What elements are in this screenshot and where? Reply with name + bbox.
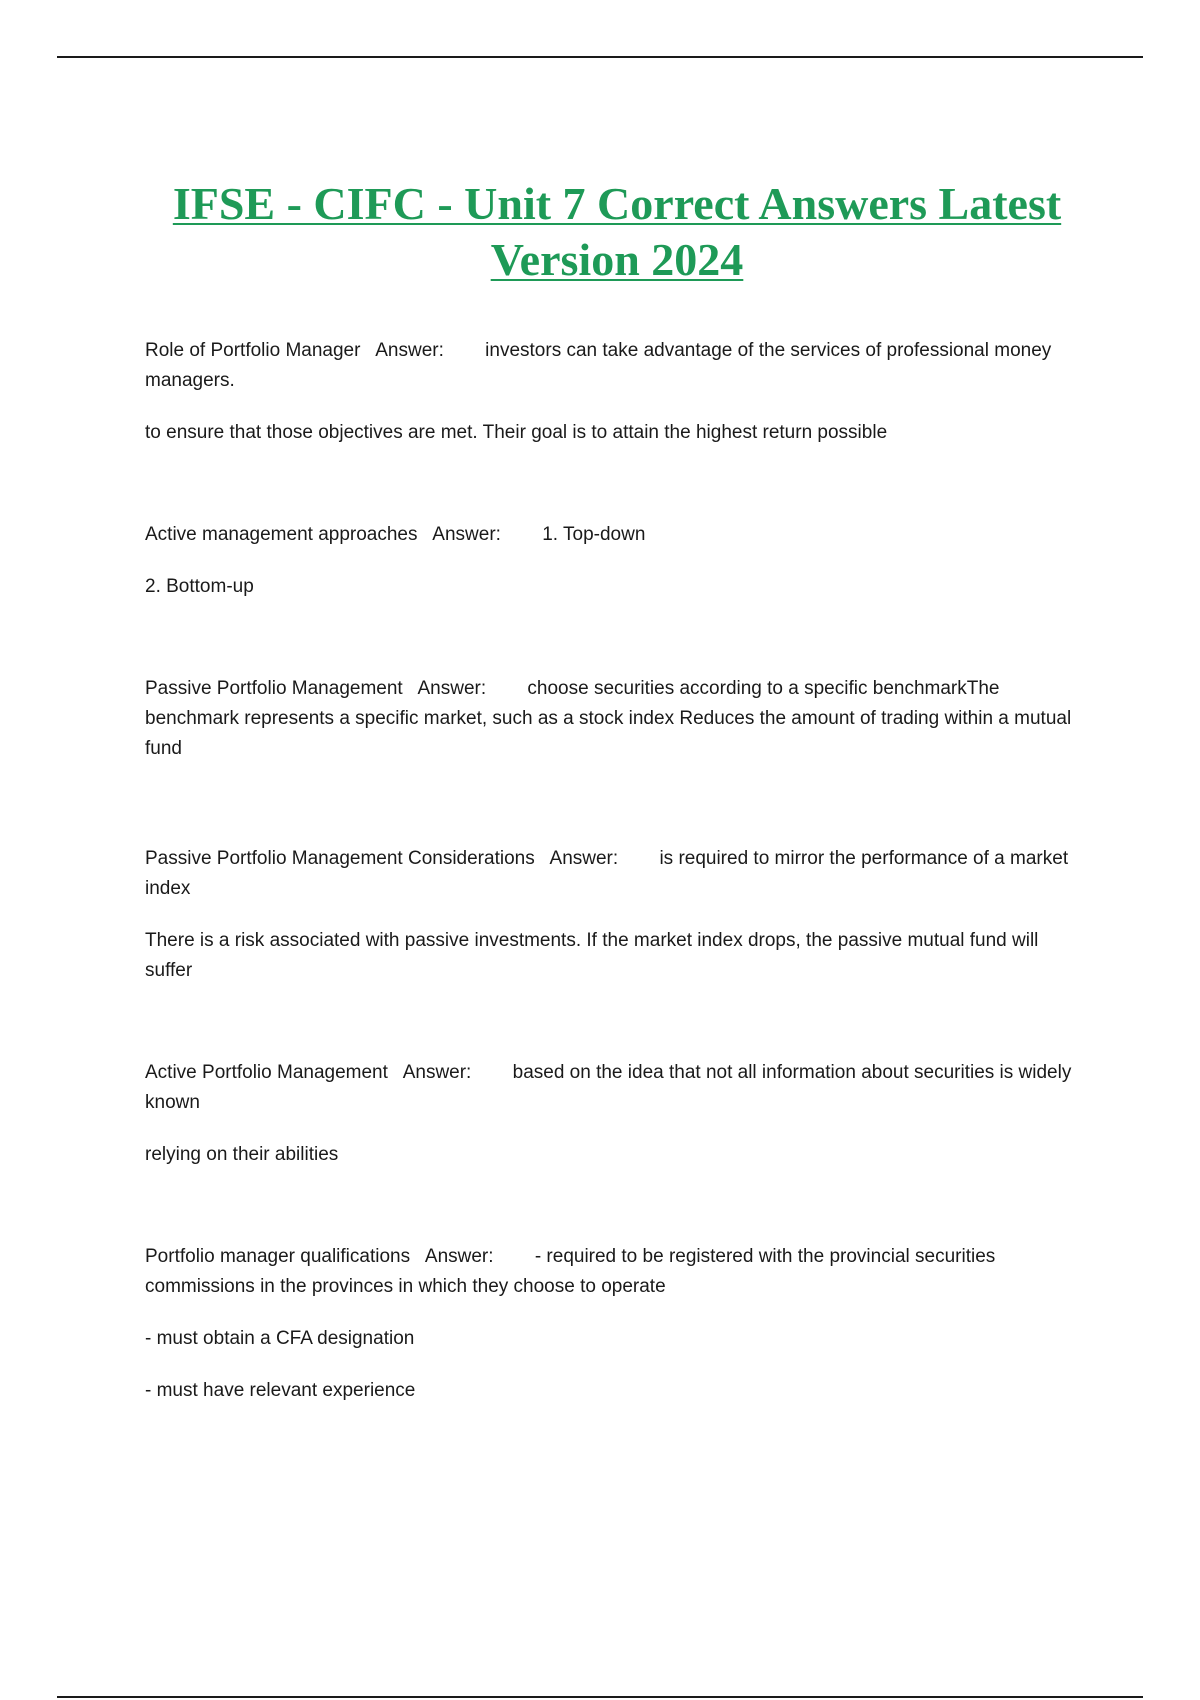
answer-text: based on the idea that not all information about securities is widely known bbox=[145, 1062, 1072, 1113]
answer-label: Answer: bbox=[424, 1246, 494, 1267]
question-text: Portfolio manager qualifications bbox=[145, 1246, 411, 1267]
extra-text: - must have relevant experience bbox=[145, 1380, 416, 1401]
qa-item-passive-portfolio-management bbox=[145, 674, 1085, 764]
qa-item-active-portfolio-management bbox=[145, 1058, 1085, 1170]
qa-item-passive-portfolio-management-considerations bbox=[145, 844, 1085, 986]
answer-text: investors can take advantage of the services of professional money managers. bbox=[145, 340, 1052, 391]
qa-paragraph bbox=[145, 844, 1085, 904]
answer-text: is required to mirror the performance of a market index bbox=[145, 848, 1069, 899]
question-text: Passive Portfolio Management bbox=[145, 678, 403, 699]
bottom-rule bbox=[57, 1696, 1143, 1698]
answer-text: choose securities according to a specific benchmarkThe benchmark represents a specific market, such as a stock index Reduces the amount of trading within a mutual fund bbox=[145, 678, 1072, 759]
spacer bbox=[145, 470, 1085, 520]
answer-text: - required to be registered with the provincial securities commissions in the provinces in which they choose to operate bbox=[145, 1246, 996, 1297]
extra-text: to ensure that those objectives are met. Their goal is to attain the highest return possible bbox=[145, 422, 888, 443]
extra-text: relying on their abilities bbox=[145, 1144, 339, 1165]
question-text: Passive Portfolio Management Considerations bbox=[145, 848, 535, 869]
qa-paragraph bbox=[145, 674, 1085, 764]
answer-text: 1. Top-down bbox=[542, 524, 646, 545]
spacer bbox=[145, 1008, 1085, 1058]
extra-text: 2. Bottom-up bbox=[145, 576, 254, 597]
qa-paragraph bbox=[145, 1242, 1085, 1302]
qa-item-role-of-portfolio-manager bbox=[145, 336, 1085, 448]
document-title: IFSE - CIFC - Unit 7 Correct Answers Latest Version 2024 bbox=[172, 177, 1062, 285]
spacer bbox=[145, 1192, 1085, 1242]
qa-item-portfolio-manager-qualifications bbox=[145, 1242, 1085, 1406]
question-text: Active management approaches bbox=[145, 524, 418, 545]
extra-text: There is a risk associated with passive investments. If the market index drops, the passive mutual fund will suffer bbox=[145, 930, 1039, 981]
question-text: Role of Portfolio Manager bbox=[145, 340, 361, 361]
answer-label: Answer: bbox=[417, 678, 487, 699]
answer-label: Answer: bbox=[432, 524, 501, 545]
answer-label: Answer: bbox=[375, 340, 444, 361]
spacer bbox=[145, 786, 1085, 844]
answer-label: Answer: bbox=[549, 848, 619, 869]
spacer bbox=[145, 624, 1085, 674]
top-rule bbox=[57, 56, 1143, 58]
qa-paragraph bbox=[145, 336, 1085, 396]
answer-label: Answer: bbox=[402, 1062, 472, 1083]
qa-paragraph bbox=[145, 520, 1085, 550]
document-body bbox=[145, 336, 1085, 1428]
question-text: Active Portfolio Management bbox=[145, 1062, 388, 1083]
qa-paragraph bbox=[145, 1058, 1085, 1118]
qa-item-active-management-approaches bbox=[145, 520, 1085, 602]
extra-text: - must obtain a CFA designation bbox=[145, 1328, 415, 1349]
